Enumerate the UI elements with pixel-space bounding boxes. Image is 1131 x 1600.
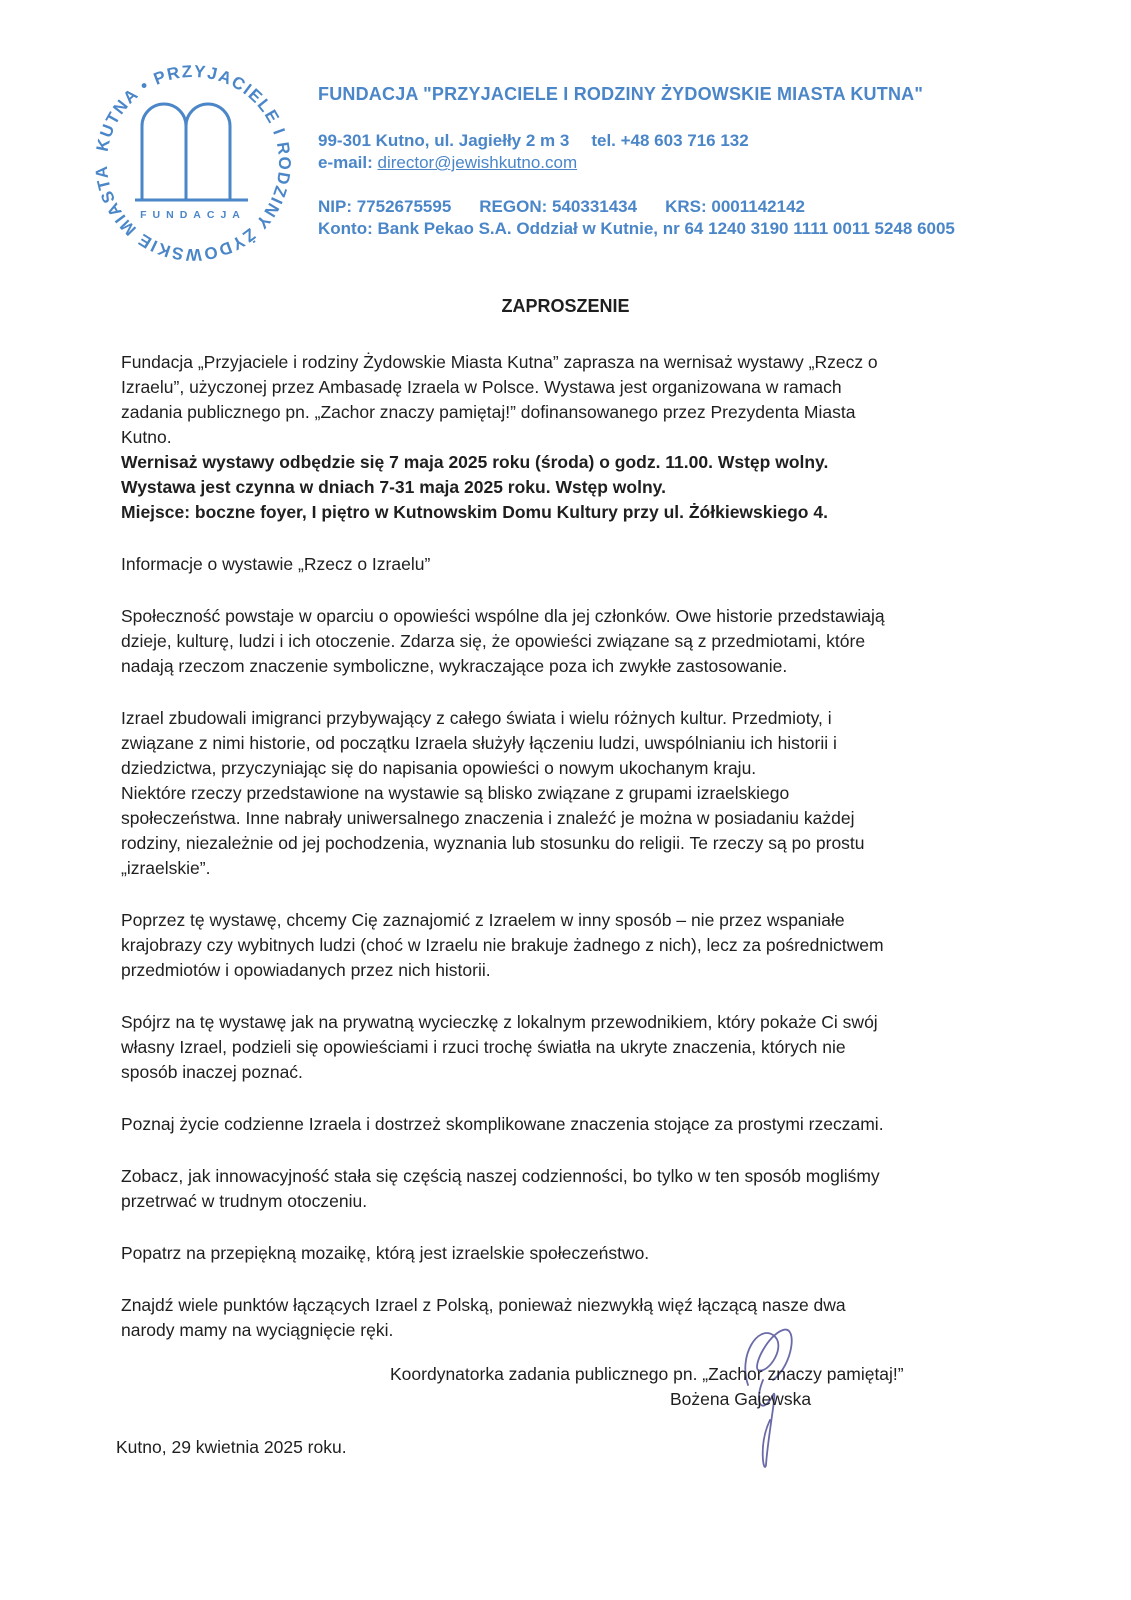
opening-dates-line: Wystawa jest czynna w dniach 7-31 maja 2025 roku. Wstęp wolny.	[121, 477, 666, 497]
paragraph	[121, 706, 1031, 881]
paragraph-line: „izraelskie”.	[121, 858, 211, 878]
venue-line: Miejsce: boczne foyer, I piętro w Kutnowskim Domu Kultury przy ul. Żółkiewskiego 4.	[121, 502, 828, 522]
event-details	[121, 450, 1031, 525]
intro-line: zadania publicznego pn. „Zachor znaczy pamiętaj!” dofinansowanego przez Prezydenta Miasta	[121, 402, 856, 422]
foundation-logo	[88, 58, 298, 268]
paragraph-line: Popatrz na przepiękną mozaikę, którą jest izraelskie społeczeństwo.	[121, 1243, 650, 1263]
closing-block	[390, 1362, 1030, 1412]
paragraph-line: własny Izrael, podzieli się opowieściami i rzuci trochę światła na ukryte znaczenia, których nie	[121, 1037, 846, 1057]
letter-body	[121, 350, 1031, 1343]
logo-inner-text: FUNDACJA	[140, 209, 246, 221]
info-heading: Informacje o wystawie „Rzecz o Izraelu”	[121, 554, 431, 574]
paragraph-line: narody mamy na wyciągnięcie ręki.	[121, 1320, 394, 1340]
paragraph-line: Społeczność powstaje w oparciu o opowieści wspólne dla jej członków. Owe historie przedstawiają	[121, 606, 885, 626]
intro-line: Fundacja „Przyjaciele i rodziny Żydowskie Miasta Kutna” zaprasza na wernisaż wystawy „Rzecz o	[121, 352, 878, 372]
svg-text:KUTNA • PRZYJACIELE I RODZINY: KUTNA • PRZYJACIELE I RODZINY ŻYDOWSKIE MIASTA	[91, 61, 295, 265]
paragraph-line: Niektóre rzeczy przedstawione na wystawie są blisko związane z grupami izraelskiego	[121, 783, 790, 803]
document-title: ZAPROSZENIE	[501, 296, 630, 316]
paragraph-line: Zobacz, jak innowacyjność stała się częścią naszej codzienności, bo tylko w ten sposób mogliśmy	[121, 1166, 880, 1186]
address: 99-301 Kutno, ul. Jagiełły 2 m 3	[318, 131, 570, 150]
paragraph	[121, 604, 1031, 679]
bank-account: Konto: Bank Pekao S.A. Oddział w Kutnie, nr 64 1240 3190 1111 0011 5248 6005	[318, 219, 955, 238]
paragraph-line: Izrael zbudowali imigranci przybywający z całego świata i wielu różnych kultur. Przedmioty, i	[121, 708, 832, 728]
paragraph-line: Spójrz na tę wystawę jak na prywatną wycieczkę z lokalnym przewodnikiem, który pokaże Ci swój	[121, 1012, 878, 1032]
organization-name: FUNDACJA "PRZYJACIELE I RODZINY ŻYDOWSKIE MIASTA KUTNA"	[318, 84, 924, 104]
intro-line: Kutno.	[121, 427, 172, 447]
tablets-icon	[135, 104, 248, 200]
paragraph-line: dzieje, kulturę, ludzi i ich otoczenie. Zdarza się, że opowieści związane są z przedmiotami, które	[121, 631, 866, 651]
paragraph	[121, 1241, 1031, 1266]
paragraph	[121, 1164, 1031, 1214]
place-and-date: Kutno, 29 kwietnia 2025 roku.	[116, 1437, 347, 1457]
ring-text	[92, 62, 294, 264]
paragraph-line: Znajdź wiele punktów łączących Izrael z Polską, ponieważ niezwykłą więź łączącą nasze dwa	[121, 1295, 846, 1315]
krs: KRS: 0001142142	[665, 197, 805, 216]
paragraph-line: sposób inaczej poznać.	[121, 1062, 303, 1082]
letterhead	[318, 84, 1078, 240]
phone: tel. +48 603 716 132	[591, 131, 749, 150]
coordinator-role: Koordynatorka zadania publicznego pn. „Zachor znaczy pamiętaj!”	[390, 1364, 904, 1384]
paragraph-line: dziedzictwa, przyczyniając się do napisania opowieści o nowym ukochanym kraju.	[121, 758, 757, 778]
paragraph-line: Poprzez tę wystawę, chcemy Cię zaznajomić z Izraelem w inny sposób – nie przez wspaniałe	[121, 910, 845, 930]
vernissage-line: Wernisaż wystawy odbędzie się 7 maja 2025 roku (środa) o godz. 11.00. Wstęp wolny.	[121, 452, 829, 472]
paragraph-line: przetrwać w trudnym otoczeniu.	[121, 1191, 368, 1211]
paragraph	[121, 1112, 1031, 1137]
paragraph-line: Poznaj życie codzienne Izraela i dostrzeż skomplikowane znaczenia stojące za prostymi rzeczami.	[121, 1114, 884, 1134]
intro-paragraph	[121, 350, 1031, 450]
paragraph	[121, 908, 1031, 983]
paragraph-line: społeczeństwa. Inne nabrały uniwersalnego znaczenia i znaleźć je można w posiadaniu każdej	[121, 808, 855, 828]
paragraph-line: nadają rzeczom znaczenie symboliczne, wykraczające poza ich zwykłe zastosowanie.	[121, 656, 788, 676]
paragraph-line: krajobrazy czy wybitnych ludzi (choć w Izraelu nie brakuje żadnego z nich), lecz za pośrednictwem	[121, 935, 884, 955]
email-link[interactable]: director@jewishkutno.com	[377, 153, 578, 172]
paragraph-line: rodziny, niezależnie od jej pochodzenia, wyznania lub stosunku do religii. Te rzeczy są po prostu	[121, 833, 865, 853]
intro-line: Izraelu”, użyczonej przez Ambasadę Izraela w Polsce. Wystawa jest organizowana w ramach	[121, 377, 842, 397]
nip: NIP: 7752675595	[318, 197, 452, 216]
paragraph-line: związane z nimi historie, od początku Izraela służyły łączeniu ludzi, uwspólnianiu ich historii i	[121, 733, 837, 753]
paragraph-line: przedmiotów i opowiadanych przez nich historii.	[121, 960, 491, 980]
regon: REGON: 540331434	[479, 197, 638, 216]
coordinator-name: Bożena Gajewska	[670, 1389, 812, 1409]
paragraph	[121, 1293, 1031, 1343]
email-label: e-mail:	[318, 153, 373, 172]
paragraph	[121, 1010, 1031, 1085]
